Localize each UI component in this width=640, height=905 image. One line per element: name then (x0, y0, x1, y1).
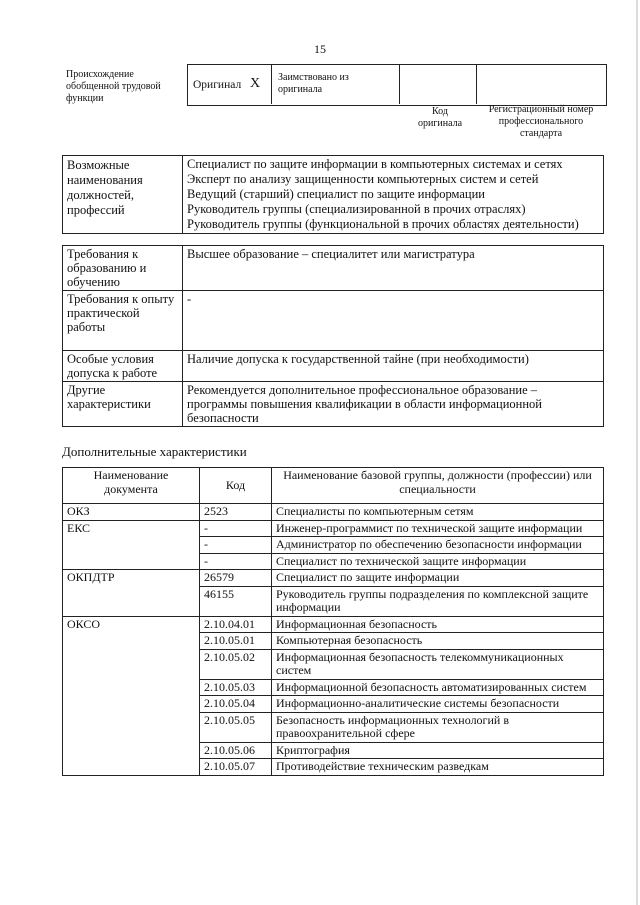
req-label-education: Требования к образованию и обучению (63, 246, 183, 291)
req-value-access: Наличие допуска к государственной тайне (при необходимости) (183, 351, 604, 382)
name-cell: Информационная безопасность телекоммуникационных систем (272, 649, 604, 679)
doc-okz: ОКЗ (63, 504, 200, 521)
page-number: 15 (314, 42, 326, 56)
positions-table (62, 155, 604, 234)
col-code-header: Код (200, 468, 272, 504)
name-cell: Информационно-аналитические системы безопасности (272, 696, 604, 713)
doc-okpdtr: ОКПДТР (63, 570, 200, 617)
code-cell: - (200, 520, 272, 537)
req-value-experience: - (183, 291, 604, 351)
doc-eks: ЕКС (63, 520, 200, 570)
req-value-education: Высшее образование – специалитет или магистратура (183, 246, 604, 291)
name-cell: Противодействие техническим разведкам (272, 759, 604, 776)
col-name-header: Наименование базовой группы, должности (профессии) или специальности (272, 468, 604, 504)
additional-heading: Дополнительные характеристики (62, 444, 247, 459)
name-cell: Руководитель группы подразделения по комплексной защите информации (272, 586, 604, 616)
code-cell: 2.10.05.01 (200, 633, 272, 650)
code-cell: - (200, 537, 272, 554)
additional-table (62, 467, 604, 776)
scan-edge (636, 0, 638, 905)
req-value-other: Рекомендуется дополнительное профессиональное образование – программы повышения квалификации в области информационной безопасности (183, 382, 604, 427)
position-item: Ведущий (старший) специалист по защите информации (187, 187, 485, 201)
code-cell: 26579 (200, 570, 272, 587)
col-doc-header: Наименование документа (63, 468, 200, 504)
name-cell: Информационной безопасность автоматизированных систем (272, 679, 604, 696)
code-cell: 2.10.05.02 (200, 649, 272, 679)
positions-label: Возможные наименования должностей, профессий (63, 156, 183, 234)
name-cell: Информационная безопасность (272, 616, 604, 633)
reg-caption: Регистрационный номер профессионального стандарта (488, 104, 594, 139)
position-item: Руководитель группы (специализированной в прочих отраслях) (187, 202, 526, 216)
code-cell: 2523 (200, 504, 272, 521)
name-cell: Специалист по технической защите информации (272, 553, 604, 570)
code-cell: 2.10.05.03 (200, 679, 272, 696)
name-cell: Безопасность информационных технологий в правоохранительной сфере (272, 712, 604, 742)
code-cell: 2.10.04.01 (200, 616, 272, 633)
name-cell: Криптография (272, 742, 604, 759)
name-cell: Администратор по обеспечению безопасности информации (272, 537, 604, 554)
requirements-table (62, 245, 604, 427)
position-item: Эксперт по анализу защищенности компьютерных систем и сетей (187, 172, 539, 186)
original-mark: X (250, 76, 261, 91)
code-caption: Код оригинала (417, 106, 463, 129)
origin-label: Происхождение обобщенной трудовой функции (66, 69, 161, 104)
doc-okso: ОКСО (63, 616, 200, 775)
code-cell: - (200, 553, 272, 570)
code-cell: 46155 (200, 586, 272, 616)
name-cell: Специалисты по компьютерным сетям (272, 504, 604, 521)
code-cell: 2.10.05.05 (200, 712, 272, 742)
req-label-access: Особые условия допуска к работе (63, 351, 183, 382)
original-label: Оригинал (193, 79, 242, 91)
req-label-other: Другие характеристики (63, 382, 183, 427)
borrowed-label: Заимствовано из оригинала (278, 72, 349, 95)
name-cell: Инженер-программист по технической защите информации (272, 520, 604, 537)
req-label-experience: Требования к опыту практической работы (63, 291, 183, 351)
name-cell: Специалист по защите информации (272, 570, 604, 587)
position-item: Специалист по защите информации в компьютерных системах и сетях (187, 157, 563, 171)
name-cell: Компьютерная безопасность (272, 633, 604, 650)
code-cell: 2.10.05.04 (200, 696, 272, 713)
code-cell: 2.10.05.07 (200, 759, 272, 776)
position-item: Руководитель группы (функциональной в прочих областях деятельности) (187, 217, 579, 231)
code-cell: 2.10.05.06 (200, 742, 272, 759)
